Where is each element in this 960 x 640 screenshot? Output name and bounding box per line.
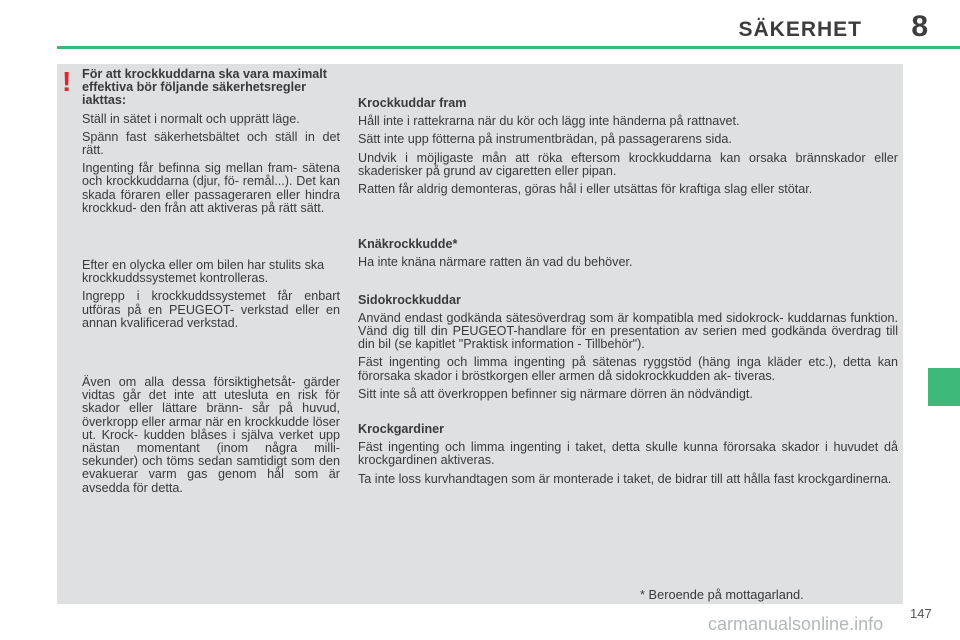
section-title-front-airbags: Krockkuddar fram <box>358 96 467 110</box>
left-para-3: Ingenting får befinna sig mellan fram- sätena och krockkuddarna (djur, fö- remål...). Det kan skada föraren eller passageraren eller hindra krockkud- den från att aktiveras på rätt sätt. <box>82 161 340 215</box>
footnote: * Beroende på mottagarland. <box>640 587 804 602</box>
left-para-2: Spänn fast säkerhetsbältet och ställ in det rätt. <box>82 129 340 158</box>
watermark: carmanualsonline.info <box>708 614 884 634</box>
section-title-side-airbags: Sidokrockkuddar <box>358 292 461 307</box>
right-column <box>358 97 898 491</box>
left-column <box>82 68 340 500</box>
curtain-airbags-para-1: Fäst ingenting och limma ingenting i taket, detta skulle kunna förorsaka skador i huvudet då krockgardinen aktiveras. <box>358 440 898 468</box>
front-airbags-para-3: Undvik i möjligaste mån att röka eftersom krockkuddarna kan orsaka brännskador eller skaderisker på grund av cigaretten eller pipan. <box>358 150 898 178</box>
knee-airbag-para-1: Ha inte knäna närmare ratten än vad du behöver. <box>358 255 633 270</box>
warning-title: För att krockkuddarna ska vara maximalt effektiva bör följande säkerhetsregler iakttas: <box>82 67 327 108</box>
curtain-airbags-para-2: Ta inte loss kurvhandtagen som är monterade i taket, de bidrar till att hålla fast krockgardinerna. <box>358 471 892 486</box>
chapter-tab <box>928 368 960 406</box>
header-rule <box>57 46 960 49</box>
section-title-knee-airbag: Knäkrockkudde* <box>358 237 458 252</box>
section-title-curtain-airbags: Krockgardiner <box>358 422 445 437</box>
left-para-4: Efter en olycka eller om bilen har stulits ska krockkuddssystemet kontrolleras. <box>82 258 325 286</box>
page-title: SÄKERHET <box>738 18 862 41</box>
side-airbags-para-2: Fäst ingenting och limma ingenting på sätenas ryggstöd (häng inga kläder etc.), detta kan förorsaka skador i bröstkorgen eller armen då sidokrockkudden ak- tiveras. <box>358 355 898 383</box>
side-airbags-para-3: Sitt inte så att överkroppen befinner sig närmare dörren än nödvändigt. <box>358 386 753 401</box>
front-airbags-para-4: Ratten får aldrig demonteras, göras hål i eller utsättas för kraftiga slag eller stötar. <box>358 182 813 197</box>
front-airbags-para-1: Håll inte i rattekrarna när du kör och lägg inte händerna på rattnavet. <box>358 114 740 129</box>
left-para-5: Ingrepp i krockkuddssystemet får enbart utföras på en PEUGEOT- verkstad eller en annan kvalificerad verkstad. <box>82 289 340 330</box>
side-airbags-para-1: Använd endast godkända sätesöverdrag som är kompatibla med sidokrock- kuddarnas funktion. Vänd dig till din PEUGEOT-handlare för en presentation av serien med godkända överdrag till din bil (se kapitlet "Praktisk information - Tillbehör"). <box>358 310 898 352</box>
warning-icon: ! <box>62 66 72 97</box>
front-airbags-para-2: Sätt inte upp fötterna på instrumentbrädan, på passagerarens sida. <box>358 132 732 147</box>
left-para-6: Även om alla dessa försiktighetsåt- gärder vidtas går det inte att utesluta en risk för skador eller lättare bränn- sår på huvud, överkropp eller armar när en krockkudde löser ut. Krock- kudden blåses i själva verket upp nästan momentant (inom några milli- sekunder) och töms sedan samtidigt som den evakuerar varm gas genom hål som är avsedda för detta. <box>82 375 340 495</box>
page-number: 147 <box>910 606 932 621</box>
chapter-number: 8 <box>911 10 928 43</box>
left-para-1: Ställ in sätet i normalt och upprätt läge. <box>82 111 300 126</box>
